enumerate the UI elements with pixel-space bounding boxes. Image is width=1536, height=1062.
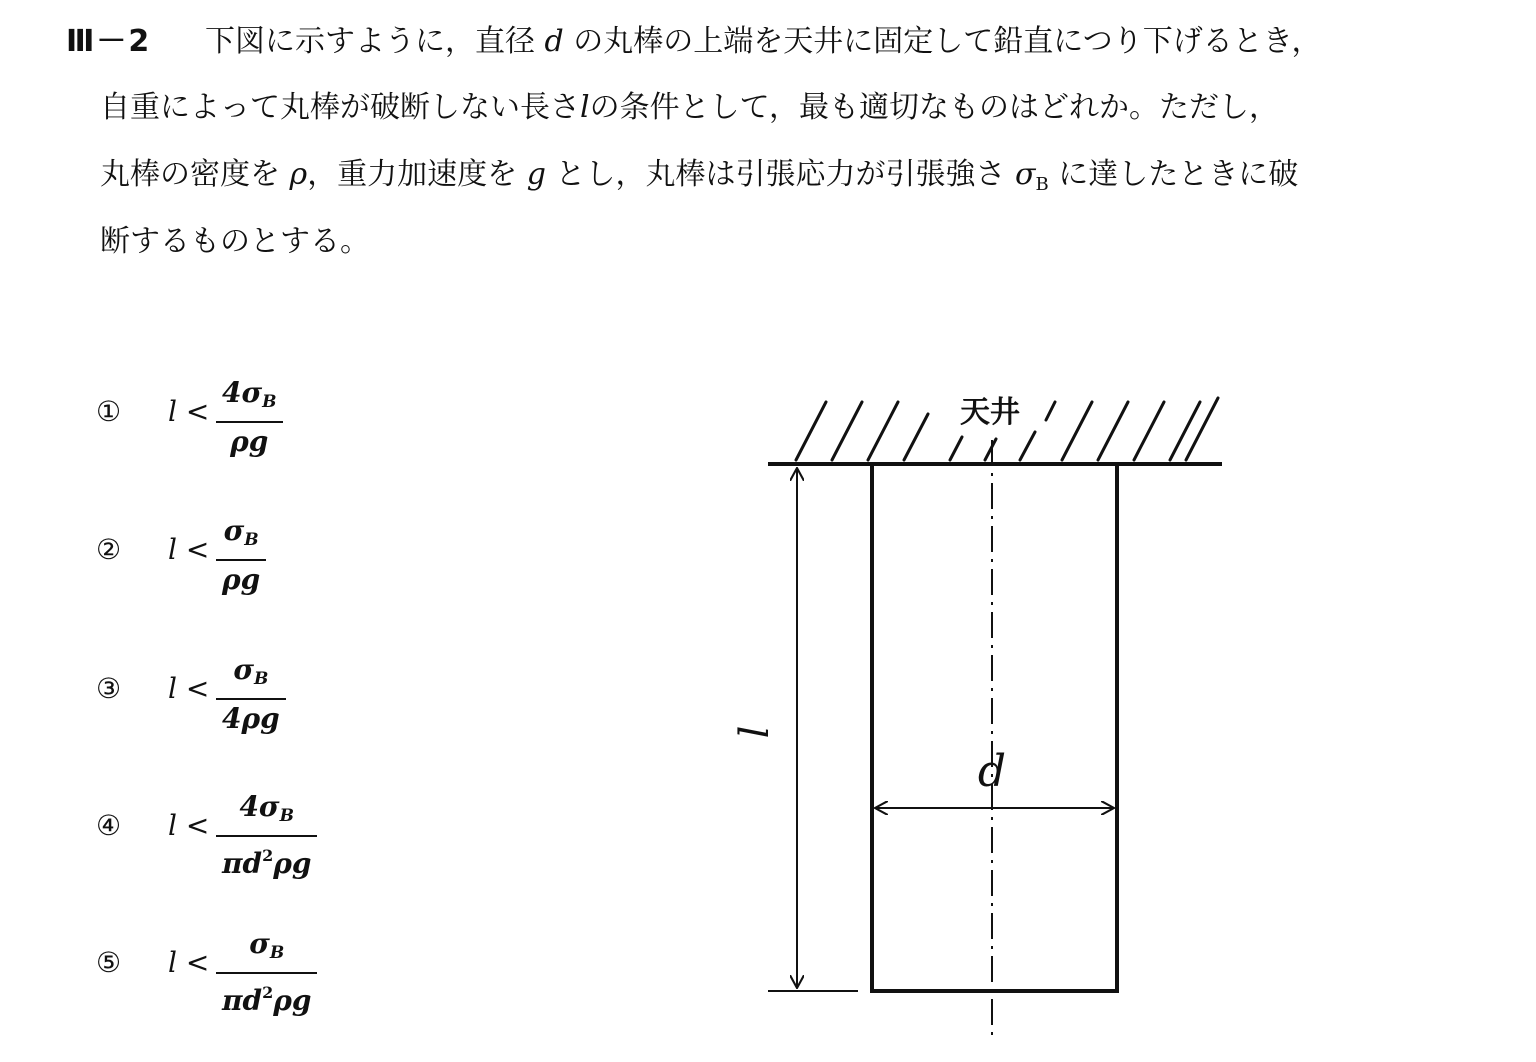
math-variable: σ (1015, 157, 1036, 192)
stem-text: πd (222, 984, 263, 1017)
math-variable: l (580, 90, 590, 125)
stem-text: に達したときに破 (1048, 157, 1299, 192)
math-superscript: 2 (262, 983, 274, 1002)
stem-text: ，重力加速度を (307, 157, 527, 192)
choice-number: ① (96, 395, 122, 428)
choice-inequality: l < (168, 395, 210, 428)
choice-number: ④ (96, 809, 122, 842)
choice-number: ③ (96, 672, 122, 705)
stem-text: 下図に示すように，直径 (205, 24, 545, 59)
fraction-numerator: σB (223, 514, 259, 550)
stem-text: ρg (222, 563, 261, 596)
stem-text: とし，丸棒は引張応力が引張強さ (545, 157, 1016, 192)
choice-inequality: l < (168, 809, 210, 842)
stem-text: 自重によって丸棒が破断しない長さ (100, 90, 580, 125)
diameter-label: d (977, 746, 1007, 797)
stem-text: 4ρg (222, 702, 280, 735)
stem-text: ρg (230, 425, 269, 458)
question-number: Ⅲ－2 (66, 24, 152, 59)
fraction-numerator: 4σB (239, 790, 294, 826)
choice-number: ⑤ (96, 946, 122, 979)
stem-text: の条件として，最も適切なものはどれか。ただし， (589, 90, 1280, 125)
round-bar (872, 464, 1117, 991)
length-label: l (732, 725, 778, 739)
fraction-numerator: σB (233, 653, 269, 689)
stem-text: の丸棒の上端を天井に固定して鉛直につり下げるとき， (563, 24, 1322, 59)
choice-inequality: l < (168, 946, 210, 979)
fraction-numerator: 4σB (222, 376, 277, 412)
stem-text: πd (222, 847, 263, 880)
stem-text: ρg (273, 984, 312, 1017)
stem-text: ρg (273, 847, 312, 880)
choice-inequality: l < (168, 672, 210, 705)
math-variable: g (526, 157, 546, 192)
ceiling-label: 天井 (960, 395, 1020, 430)
math-variable: ρ (289, 157, 308, 192)
stem-text: 断するものとする。 (100, 224, 370, 259)
choice-number: ② (96, 533, 122, 566)
stem-text: 丸棒の密度を (100, 157, 290, 192)
choice-inequality: l < (168, 533, 210, 566)
fraction-numerator: σB (249, 927, 285, 963)
math-superscript: 2 (262, 846, 274, 865)
math-subscript: B (1035, 174, 1049, 195)
math-variable: d (544, 24, 564, 59)
